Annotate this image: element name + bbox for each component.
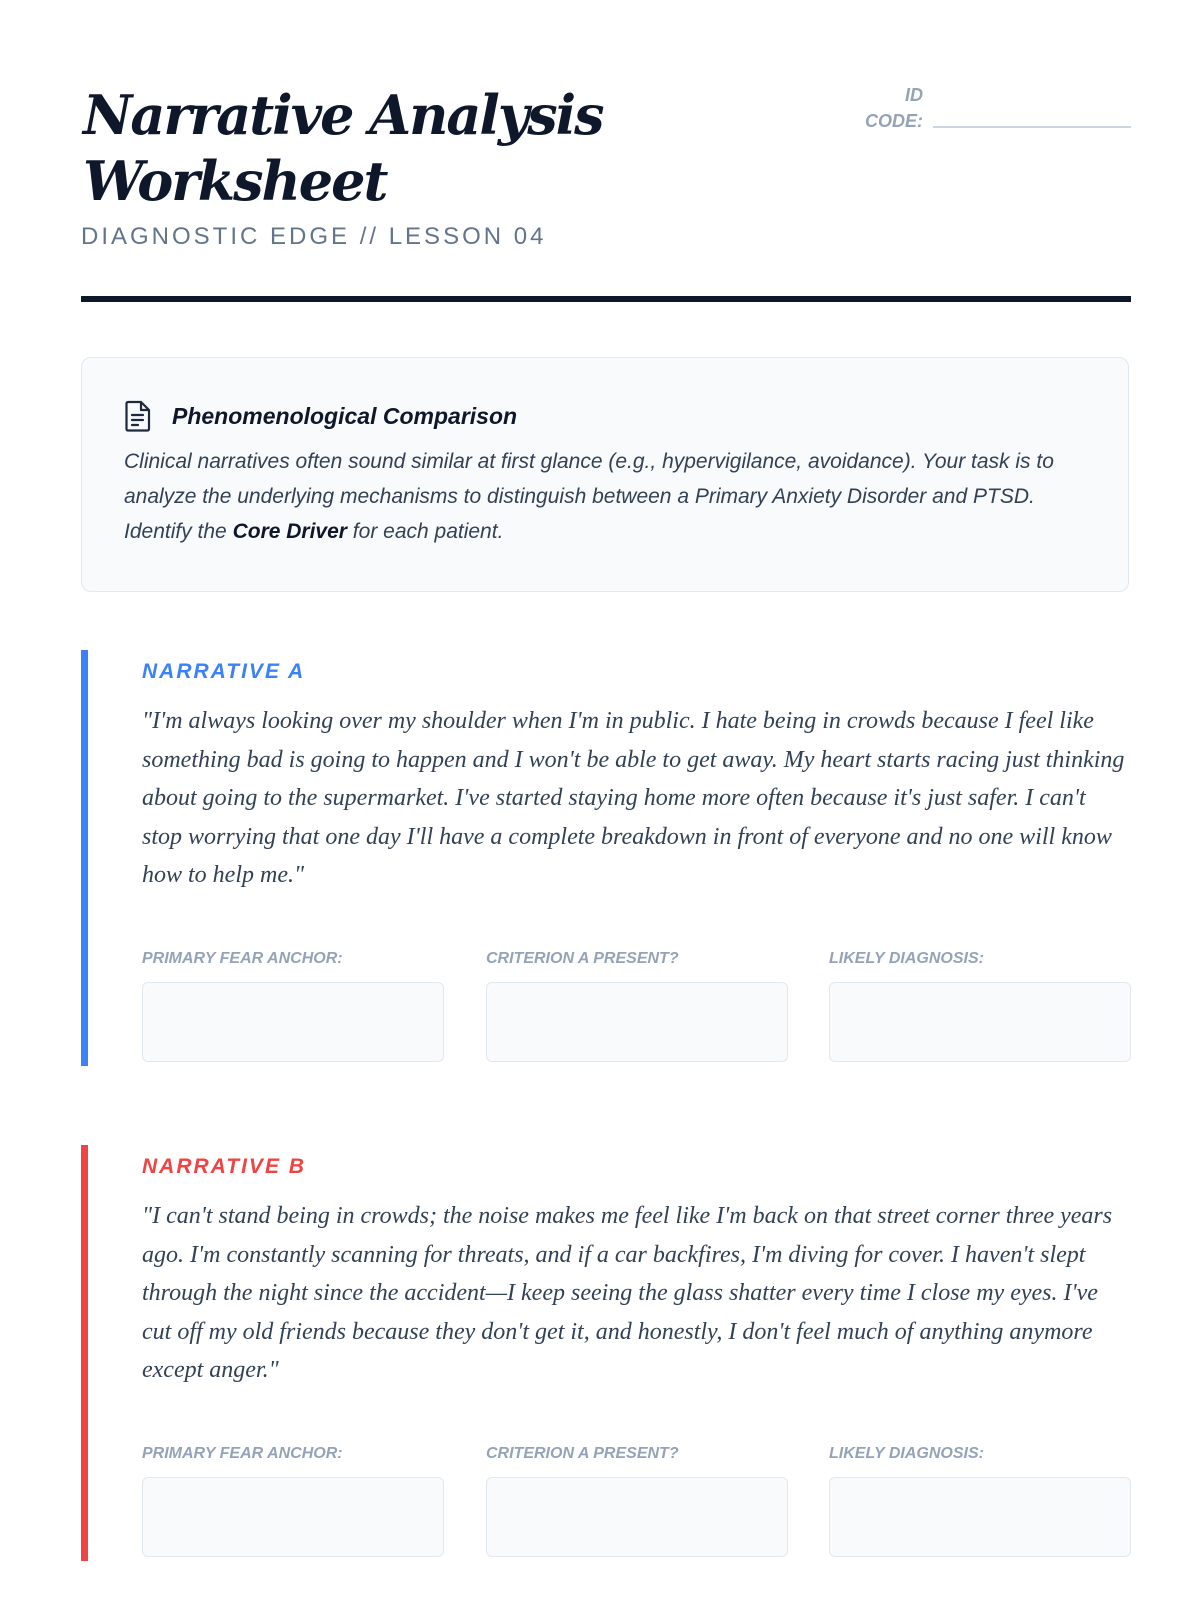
field-label: PRIMARY FEAR ANCHOR: [142,1445,343,1462]
narrative-b-accent-bar [81,1145,88,1561]
primary-fear-anchor-field [142,1445,444,1557]
worksheet-header [81,0,1131,300]
field-label: LIKELY DIAGNOSIS: [829,950,984,967]
id-code-field [853,82,1131,134]
instructions-text [124,444,1084,549]
criterion-a-input[interactable] [486,982,788,1062]
narrative-a-label: NARRATIVE A [142,660,306,683]
narrative-a-section [81,650,1131,1066]
likely-diagnosis-field [829,950,1131,1062]
criterion-a-input[interactable] [486,1477,788,1557]
field-label: PRIMARY FEAR ANCHOR: [142,950,343,967]
field-label: CRITERION A PRESENT? [486,1445,679,1462]
field-label: LIKELY DIAGNOSIS: [829,1445,984,1462]
narrative-b-section [81,1145,1131,1561]
id-code-input-line[interactable] [933,126,1131,128]
criterion-a-field [486,950,788,1062]
narrative-b-quote: "I can't stand being in crowds; the noise makes me feel like I'm back on that street corner three years ago. I'm constantly scanning for threats, and if a car backfires, I'm diving for cover. I haven't slept through the night since the accident—I keep seeing the glass shatter every time I close my eyes. I've cut off my old friends because they don't get it, and honestly, I don't feel much of anything anymore except anger." [142,1203,1113,1383]
instructions-box [81,357,1129,592]
worksheet-page [81,0,1131,1462]
primary-fear-anchor-input[interactable] [142,1477,444,1557]
instructions-header [124,400,517,432]
instructions-emphasis: Core Driver [232,520,347,543]
instructions-text-part: for each patient. [346,520,504,543]
narrative-b-label: NARRATIVE B [142,1155,306,1178]
narrative-a-quote: "I'm always looking over my shoulder when I'm in public. I hate being in crowds because I feel like something bad is going to happen and I won't be able to get away. My heart starts racing just thinking about going to the supermarket. I've started staying home more often because it's just safer. I can't stop worrying that one day I'll have a complete breakdown in front of everyone and no one will know how to help me." [142,708,1125,888]
instructions-title: Phenomenological Comparison [172,402,518,429]
narrative-a-accent-bar [81,650,88,1066]
document-icon [124,400,152,432]
primary-fear-anchor-input[interactable] [142,982,444,1062]
page-subtitle: DIAGNOSTIC EDGE // LESSON 04 [81,223,547,250]
likely-diagnosis-field [829,1445,1131,1557]
instructions-text-part: Clinical narratives often sound similar at first glance (e.g., hypervigilance, avoidance). Your task is to analyze the underlying mechanisms to distinguish between a Primary Anxiety Disorder and PTSD. Identify the [124,450,1054,543]
id-code-label: ID CODE: [865,85,923,131]
likely-diagnosis-input[interactable] [829,1477,1131,1557]
primary-fear-anchor-field [142,950,444,1062]
page-title: Narrative Analysis Worksheet [83,83,603,213]
field-label: CRITERION A PRESENT? [486,950,679,967]
header-divider [81,296,1131,302]
likely-diagnosis-input[interactable] [829,982,1131,1062]
criterion-a-field [486,1445,788,1557]
